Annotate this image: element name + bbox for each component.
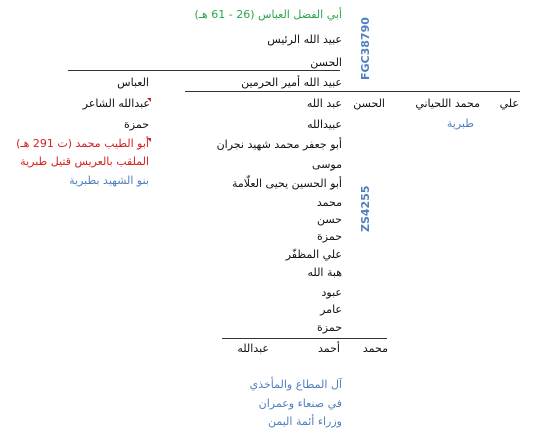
abu-tayyib: أبو الطيب محمد (ت 291 هـ): [16, 137, 149, 150]
red-corner-mark: [147, 98, 151, 102]
code-zs: ZS4255: [359, 185, 372, 232]
note-line-2: في صنعاء وعمران: [258, 397, 342, 410]
code-fgc: FGC38790: [359, 17, 372, 80]
main-item-7: حسن: [317, 213, 342, 226]
hamza-left: حمزة: [124, 118, 149, 131]
bottom-horizontal-line: [222, 338, 387, 339]
bottom-ahmad: أحمد: [318, 342, 340, 355]
ubaydallah-rais: عبيد الله الرئيس: [267, 33, 342, 46]
note-line-3: وزراء أئمة اليمن: [268, 415, 342, 428]
tabariya-label: طبرية: [446, 117, 474, 130]
mid-horizontal-line: [185, 91, 520, 92]
main-item-3: أبو جعفر محمد شهيد نجران: [216, 138, 342, 151]
hasan-chain: الحسن: [353, 97, 385, 110]
abbas-left: العباس: [117, 76, 149, 89]
laqab-arees: الملقب بالعريس قتيل طبرية: [20, 155, 149, 168]
main-item-6: محمد: [316, 196, 342, 209]
main-item-10: هبة الله: [307, 266, 342, 279]
main-item-11: عبود: [321, 286, 342, 299]
main-item-5: أبو الحسين يحيى العلّامة: [231, 177, 342, 190]
main-item-8: حمزة: [317, 230, 342, 243]
ali-root: علي: [499, 97, 519, 110]
main-item-13: حمزة: [317, 321, 342, 334]
main-item-9: علي المظفّر: [285, 248, 342, 261]
top-horizontal-line: [68, 70, 340, 71]
red-corner-mark-2: [147, 138, 151, 142]
hasan-top: الحسن: [310, 56, 342, 69]
bottom-muhammad: محمد: [362, 342, 388, 355]
abu-fadl-abbas: أبي الفضل العباس (26 - 61 هـ): [194, 8, 342, 21]
bano-shahid: بنو الشهيد بطبرية: [69, 174, 149, 187]
muhammad-lahyani: محمد اللحياني: [415, 97, 480, 110]
main-item-2: عبيدالله: [307, 118, 342, 131]
main-item-1: عبد الله: [306, 97, 342, 110]
main-item-4: موسى: [312, 158, 342, 171]
note-line-1: آل المطاع والمأخذي: [249, 378, 342, 391]
ubaydallah-amir: عبيد الله أمير الحرمين: [241, 76, 342, 89]
abdullah-shaer: عبدالله الشاعر: [82, 97, 150, 110]
bottom-abdullah: عبدالله: [237, 342, 269, 355]
main-item-12: عامر: [320, 303, 342, 316]
